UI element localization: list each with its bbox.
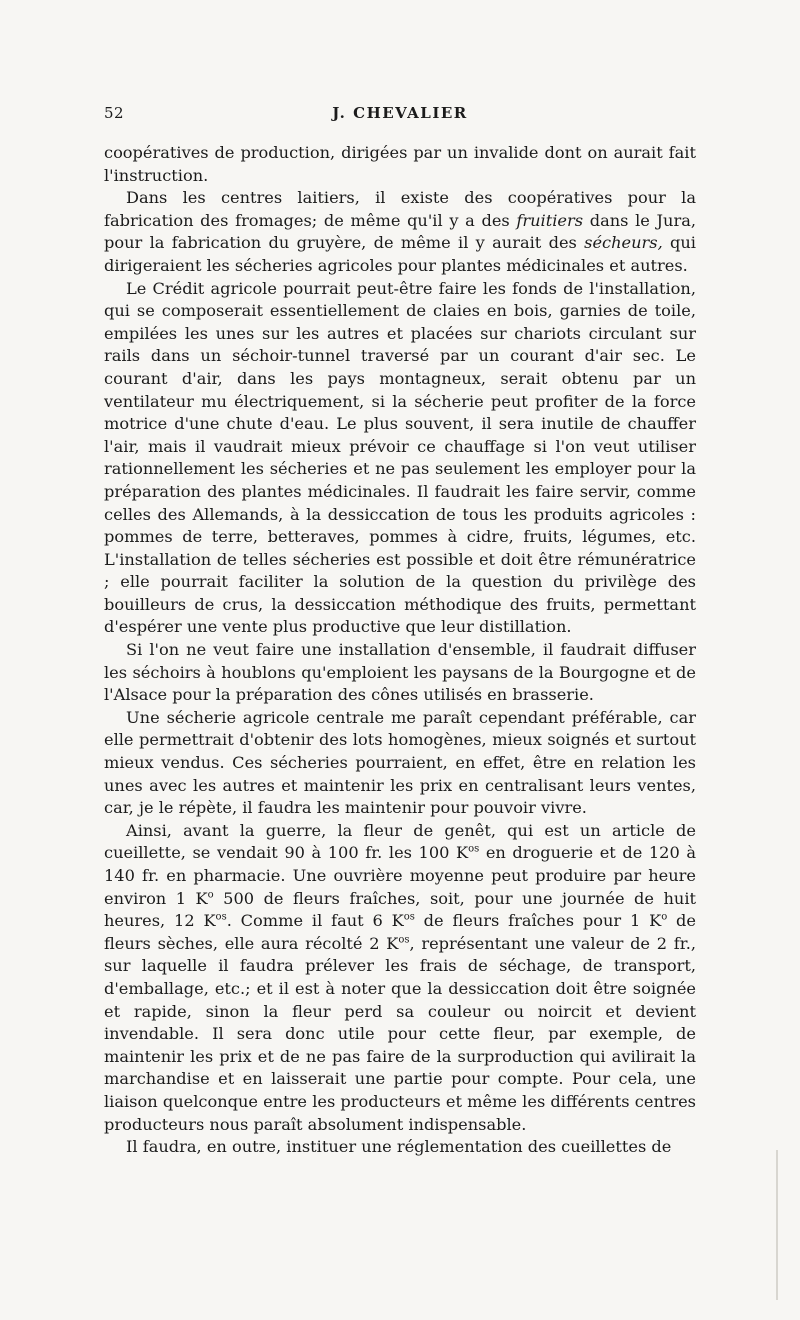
superscript-text: os <box>215 911 227 923</box>
superscript-text: os <box>398 934 410 946</box>
text-run: de fleurs fraîches pour 1 K <box>414 911 662 931</box>
text-run: Ainsi, avant la guerre, la fleur de genêt, qui est un article de cueillette, se vendait 90 à 100 fr. les 100 K <box>104 820 696 863</box>
paragraph-p3 <box>104 278 696 640</box>
superscript-text: o <box>661 911 668 923</box>
page-edge-shadow <box>776 1150 778 1300</box>
text-run: Le Crédit agricole pourrait peut-être faire les fonds de l'installation, qui se composerait essentiellement de claies en bois, garnies de toile, empilées les unes sur les autres et placées sur chariots circulant sur rails dans un séchoir-tunnel traversé par un courant d'air sec. Le courant d'air, dans les pays montagneux, serait obtenu par un ventilateur mu électriquement, si la sécherie peut profiter de la force motrice d'une chute d'eau. Le plus souvent, il sera inutile de chauffer l'air, mais il vaudrait mieux prévoir ce chauffage si l'on veut utiliser rationnellement les sécheries et ne pas seulement les employer pour la préparation des plantes médicinales. Il faudrait les faire servir, comme celles des Allemands, à la dessiccation de tous les produits agricoles : pommes de terre, betteraves, pommes à cidre, fruits, légumes, etc. L'installation de telles sécheries est possible et doit être rémunératrice ; elle pourrait faciliter la solution de la question du privilège des bouilleurs de crus, la dessiccation méthodique des fruits, permettant d'espérer une vente plus productive que leur distillation. <box>104 278 696 637</box>
paragraph-p6 <box>104 820 696 1136</box>
text-run: en droguerie et de 120 à 140 fr. en pharmacie. Une ouvrière moyenne peut produire par heure environ 1 K <box>104 843 696 908</box>
paragraph-p1 <box>104 142 696 187</box>
text-run: , représentant une valeur de 2 fr., sur laquelle il faudra prélever les frais de séchage, de transport, d'emballage, etc.; et il est à noter que la dessiccation doit être soignée et rapide, sinon la fleur perd sa couleur ou noircit et devient invendable. Il sera donc utile pour cette fleur, par exemple, de maintenir les prix et de ne pas faire de la surproduction qui avilirait la marchandise et en laisserait une partie pour compte. Pour cela, une liaison quelconque entre les producteurs et même les différents centres producteurs nous paraît absolument indispensable. <box>104 933 696 1134</box>
paragraph-p4 <box>104 639 696 707</box>
paragraph-p5 <box>104 707 696 820</box>
italic-text: sécheurs, <box>584 233 663 253</box>
text-run: dans le Jura, pour la fabrication du gruyère, de même il y aurait des <box>104 210 696 253</box>
paragraph-p7 <box>104 1136 696 1159</box>
text-run: coopératives de production, dirigées par un invalide dont on aurait fait l'instruction. <box>104 143 696 185</box>
text-run: Une sécherie agricole centrale me paraît cependant préférable, car elle permettrait d'obtenir des lots homogènes, mieux soignés et surtout mieux vendus. Ces sécheries pourraient, en effet, être en relation les unes avec les autres et maintenir les prix en centralisant leurs ventes, car, je le répète, il faudra les maintenir pour pouvoir vivre. <box>104 707 696 818</box>
text-run: Si l'on ne veut faire une installation d'ensemble, il faudrait diffuser les séchoirs à houblons qu'emploient les paysans de la Bourgogne et de l'Alsace pour la préparation des cônes utilisés en brasserie. <box>104 640 696 705</box>
body-text <box>104 142 696 1159</box>
page-header <box>104 104 696 134</box>
page-number: 52 <box>104 104 125 122</box>
superscript-text: os <box>468 844 480 856</box>
superscript-text: o <box>207 889 214 901</box>
superscript-text: os <box>403 911 415 923</box>
italic-text: fruitiers <box>516 210 584 230</box>
text-run: qui dirigeraient les sécheries agricoles pour plantes médicinales et autres. <box>104 233 696 275</box>
text-run: 500 de fleurs fraîches, soit, pour une journée de huit heures, 12 K <box>104 888 697 931</box>
running-head: J. CHEVALIER <box>332 104 468 122</box>
paragraph-p2 <box>104 187 696 277</box>
text-run: Il faudra, en outre, instituer une réglementation des cueillettes de <box>126 1137 672 1157</box>
text-run: de fleurs sèches, elle aura récolté 2 K <box>104 911 697 953</box>
text-run: Dans les centres laitiers, il existe des coopératives pour la fabrication des fromages; de même qu'il y a des <box>104 188 696 230</box>
text-run: . Comme il faut 6 K <box>226 911 404 931</box>
